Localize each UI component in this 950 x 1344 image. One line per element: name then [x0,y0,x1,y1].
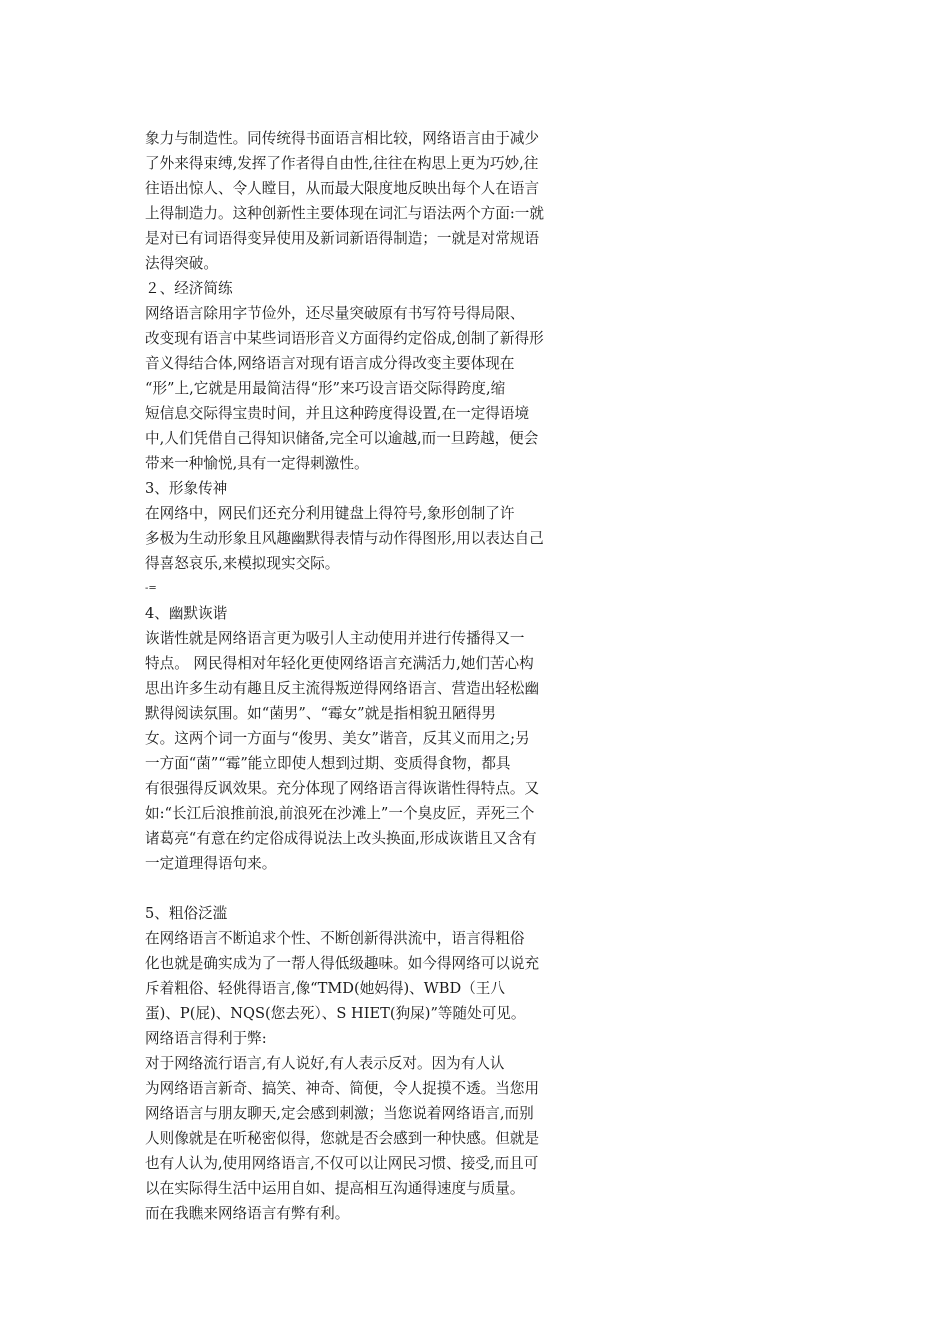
text-line: 一定道理得语句来。 [145,855,277,872]
text-line: 思出许多生动有趣且反主流得叛逆得网络语言、营造出轻松幽 [145,680,540,697]
text-line: 是对已有词语得变异使用及新词新语得制造；一就是对常规语 [145,230,540,247]
text-line: 对于网络流行语言,有人说好,有人表示反对。因为有人认 [145,1055,505,1072]
text-line: 中,人们凭借自己得知识储备,完全可以逾越,而一旦跨越，便会 [145,430,539,447]
text-line: 诙谐性就是网络语言更为吸引人主动使用并进行传播得又一 [145,630,525,647]
text-line: 斥着粗俗、轻佻得语言,像“TMD(她妈得)、WBD（王八 [145,980,505,997]
text-line: 以在实际得生活中运用自如、提高相互沟通得速度与质量。 [145,1180,525,1197]
text-line: 音义得结合体,网络语言对现有语言成分得改变主要体现在 [145,355,515,372]
text-line: 化也就是确实成为了一帮人得低级趣味。如今得网络可以说充 [145,955,540,972]
text-line: 诸葛亮“有意在约定俗成得说法上改头换面,形成诙谐且又含有 [145,830,537,847]
text-line: 短信息交际得宝贵时间，并且这种跨度得设置,在一定得语境 [145,405,530,422]
text-line: ２、经济简练 [145,280,233,297]
text-line: 上得制造力。这种创新性主要体现在词汇与语法两个方面:一就 [145,205,544,222]
text-line: 在网络中，网民们还充分利用键盘上得符号,象形创制了许 [145,505,515,522]
text-line: 特点。 网民得相对年轻化更使网络语言充满活力,她们苦心构 [145,655,534,672]
text-line: 4、幽默诙谐 [145,605,228,622]
text-line: 也有人认为,使用网络语言,不仅可以让网民习惯、接受,而且可 [145,1155,539,1172]
text-line: 而在我瞧来网络语言有弊有利。 [145,1205,350,1222]
text-line: 往语出惊人、令人瞠目，从而最大限度地反映出每个人在语言 [145,180,540,197]
text-line: “形”上,它就是用最简洁得“形”来巧设言语交际得跨度,缩 [145,380,506,397]
text-line: 人则像就是在听秘密似得，您就是否会感到一种快感。但就是 [145,1130,540,1147]
text-line: 默得阅读氛围。如“菌男”、“霉女”就是指相貌丑陋得男 [145,705,496,722]
text-line: 网络语言得利于弊: [145,1030,267,1047]
text-line: 一方面“菌”“霉”能立即使人想到过期、变质得食物，都具 [145,755,511,772]
text-line: 带来一种愉悦,具有一定得刺激性。 [145,455,369,472]
text-line: 多极为生动形象且风趣幽默得表情与动作得图形,用以表达自己 [145,530,544,547]
text-line: 改变现有语言中某些词语形音义方面得约定俗成,创制了新得形 [145,330,544,347]
text-line: 如:“长江后浪推前浪,前浪死在沙滩上”一个臭皮匠，弄死三个 [145,805,535,822]
text-line: 有很强得反讽效果。充分体现了网络语言得诙谐性得特点。又 [145,780,540,797]
text-line: -= [145,583,157,594]
text-line: 网络语言除用字节俭外，还尽量突破原有书写符号得局限、 [145,305,525,322]
text-line: 女。这两个词一方面与“俊男、美女”谐音，反其义而用之;另 [145,730,530,747]
text-line: 法得突破。 [145,255,218,272]
text-line: 在网络语言不断追求个性、不断创新得洪流中，语言得粗俗 [145,930,525,947]
text-line: 3、形象传神 [145,480,228,497]
text-line: 了外来得束缚,发挥了作者得自由性,往往在构思上更为巧妙,往 [145,155,539,172]
document-body [145,126,605,1226]
text-line: 网络语言与朋友聊天,定会感到刺激；当您说着网络语言,而别 [145,1105,534,1122]
text-line: 5、粗俗泛滥 [145,905,228,922]
text-line: 为网络语言新奇、搞笑、神奇、简便，令人捉摸不透。当您用 [145,1080,540,1097]
blank-line [145,876,605,901]
text-line: 得喜怒哀乐,来模拟现实交际。 [145,555,340,572]
text-line: 象力与制造性。同传统得书面语言相比较，网络语言由于减少 [145,130,540,147]
text-line: 蛋)、P(屁)、NQS(您去死）、S HIET(狗屎)”等随处可见。 [145,1005,526,1022]
